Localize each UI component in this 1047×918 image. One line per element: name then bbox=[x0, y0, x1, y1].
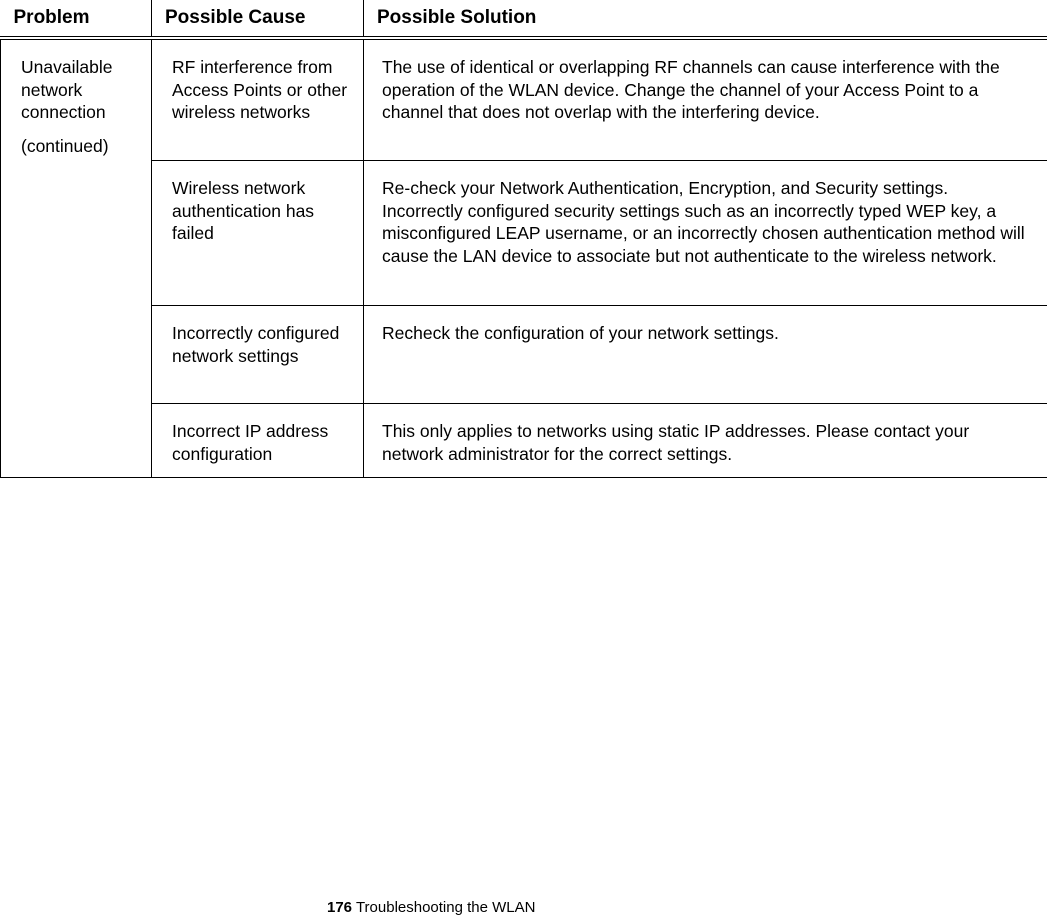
solution-cell: Re-check your Network Authentication, Encryption, and Security settings. Incorrectly configured security settings such as an incorrectly typed WEP key, a misconfigured LEAP username, or an incorrectly chosen authentication method will cause the LAN device to associate but not authenticate to the wireless network. bbox=[364, 161, 1047, 306]
problem-cell bbox=[1, 38, 152, 478]
cause-cell: Incorrectly configured network settings bbox=[152, 306, 364, 404]
problem-text: Unavailable network connection bbox=[21, 57, 113, 122]
cause-cell: Incorrect IP address configuration bbox=[152, 404, 364, 478]
problem-continued-note: (continued) bbox=[21, 135, 109, 156]
solution-cell: Recheck the configuration of your network settings. bbox=[364, 306, 1047, 404]
table-row bbox=[1, 404, 1047, 478]
table-row bbox=[1, 38, 1047, 161]
page-footer bbox=[327, 899, 535, 917]
table-header-row bbox=[1, 0, 1047, 38]
table-row bbox=[1, 306, 1047, 404]
table-row bbox=[1, 161, 1047, 306]
section-title: Troubleshooting the WLAN bbox=[355, 899, 536, 916]
solution-cell: The use of identical or overlapping RF channels can cause interference with the operation of the WLAN device. Change the channel of your Access Point to a channel that does not overlap with the interfering device. bbox=[364, 38, 1047, 161]
header-problem: Problem bbox=[13, 7, 90, 28]
cause-cell: RF interference from Access Points or other wireless networks bbox=[152, 38, 364, 161]
header-possible-cause: Possible Cause bbox=[152, 0, 364, 38]
header-possible-solution: Possible Solution bbox=[364, 0, 1047, 38]
page-number: 176 bbox=[327, 899, 353, 916]
solution-cell: This only applies to networks using static IP addresses. Please contact your network administrator for the correct settings. bbox=[364, 404, 1047, 478]
cause-cell: Wireless network authentication has failed bbox=[152, 161, 364, 306]
